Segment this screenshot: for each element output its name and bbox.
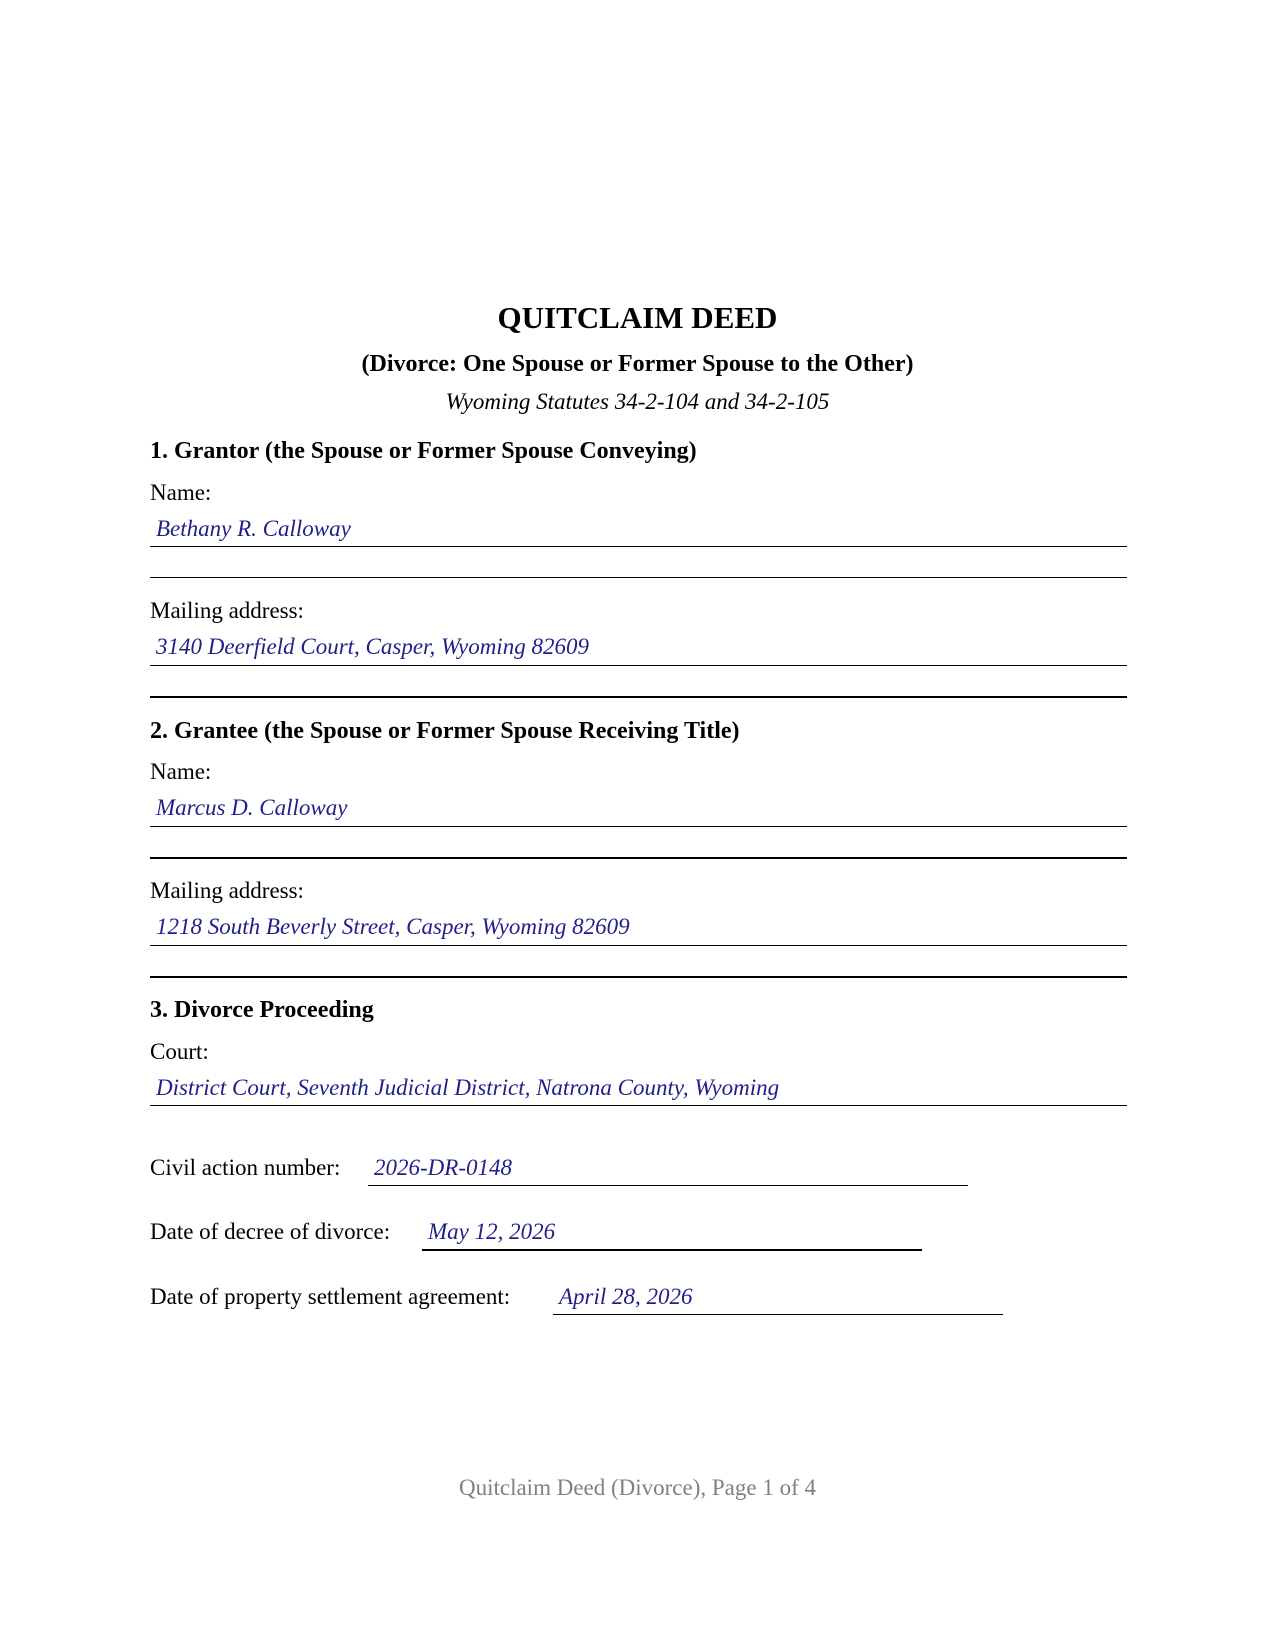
court-value[interactable]: District Court, Seventh Judicial District, Natrona County, Wyoming bbox=[156, 1075, 780, 1100]
grantor-address-value[interactable]: 3140 Deerfield Court, Casper, Wyoming 82609 bbox=[156, 634, 589, 659]
court-label: Court: bbox=[150, 1039, 209, 1064]
proceeding-heading: 3. Divorce Proceeding bbox=[150, 997, 374, 1023]
grantee-address-value[interactable]: 1218 South Beverly Street, Casper, Wyoming 82609 bbox=[156, 914, 630, 939]
grantor-heading: 1. Grantor (the Spouse or Former Spouse Conveying) bbox=[150, 438, 697, 464]
grantee-name-label: Name: bbox=[150, 759, 212, 784]
grantee-address-line bbox=[150, 945, 1127, 946]
settlement-date-value[interactable]: April 28, 2026 bbox=[559, 1284, 693, 1309]
grantee-address-line-2 bbox=[150, 976, 1127, 978]
settlement-date-line bbox=[553, 1314, 1003, 1315]
civil-action-line bbox=[368, 1185, 968, 1186]
grantor-name-line-2 bbox=[150, 577, 1127, 578]
decree-date-label: Date of decree of divorce: bbox=[150, 1219, 391, 1244]
decree-date-value[interactable]: May 12, 2026 bbox=[428, 1219, 556, 1244]
document-subtitle: (Divorce: One Spouse or Former Spouse to the Other) bbox=[361, 351, 914, 377]
grantor-name-label: Name: bbox=[150, 480, 212, 505]
settlement-date-label: Date of property settlement agreement: bbox=[150, 1284, 511, 1309]
decree-date-line bbox=[422, 1249, 922, 1251]
grantee-heading: 2. Grantee (the Spouse or Former Spouse Receiving Title) bbox=[150, 718, 740, 744]
grantor-address-line bbox=[150, 665, 1127, 666]
grantor-name-value[interactable]: Bethany R. Calloway bbox=[156, 516, 351, 541]
grantee-name-line-2 bbox=[150, 857, 1127, 859]
grantee-address-label: Mailing address: bbox=[150, 878, 304, 903]
statute-reference: Wyoming Statutes 34-2-104 and 34-2-105 bbox=[445, 389, 830, 414]
grantor-address-label: Mailing address: bbox=[150, 598, 304, 623]
grantor-address-line-2 bbox=[150, 696, 1127, 698]
grantee-name-value[interactable]: Marcus D. Calloway bbox=[156, 795, 348, 820]
grantee-name-line bbox=[150, 826, 1127, 827]
court-line bbox=[150, 1105, 1127, 1106]
civil-action-value[interactable]: 2026-DR-0148 bbox=[374, 1155, 512, 1180]
civil-action-label: Civil action number: bbox=[150, 1155, 341, 1180]
grantor-name-line bbox=[150, 546, 1127, 547]
document-title: QUITCLAIM DEED bbox=[497, 300, 778, 335]
page-footer: Quitclaim Deed (Divorce), Page 1 of 4 bbox=[458, 1475, 817, 1500]
